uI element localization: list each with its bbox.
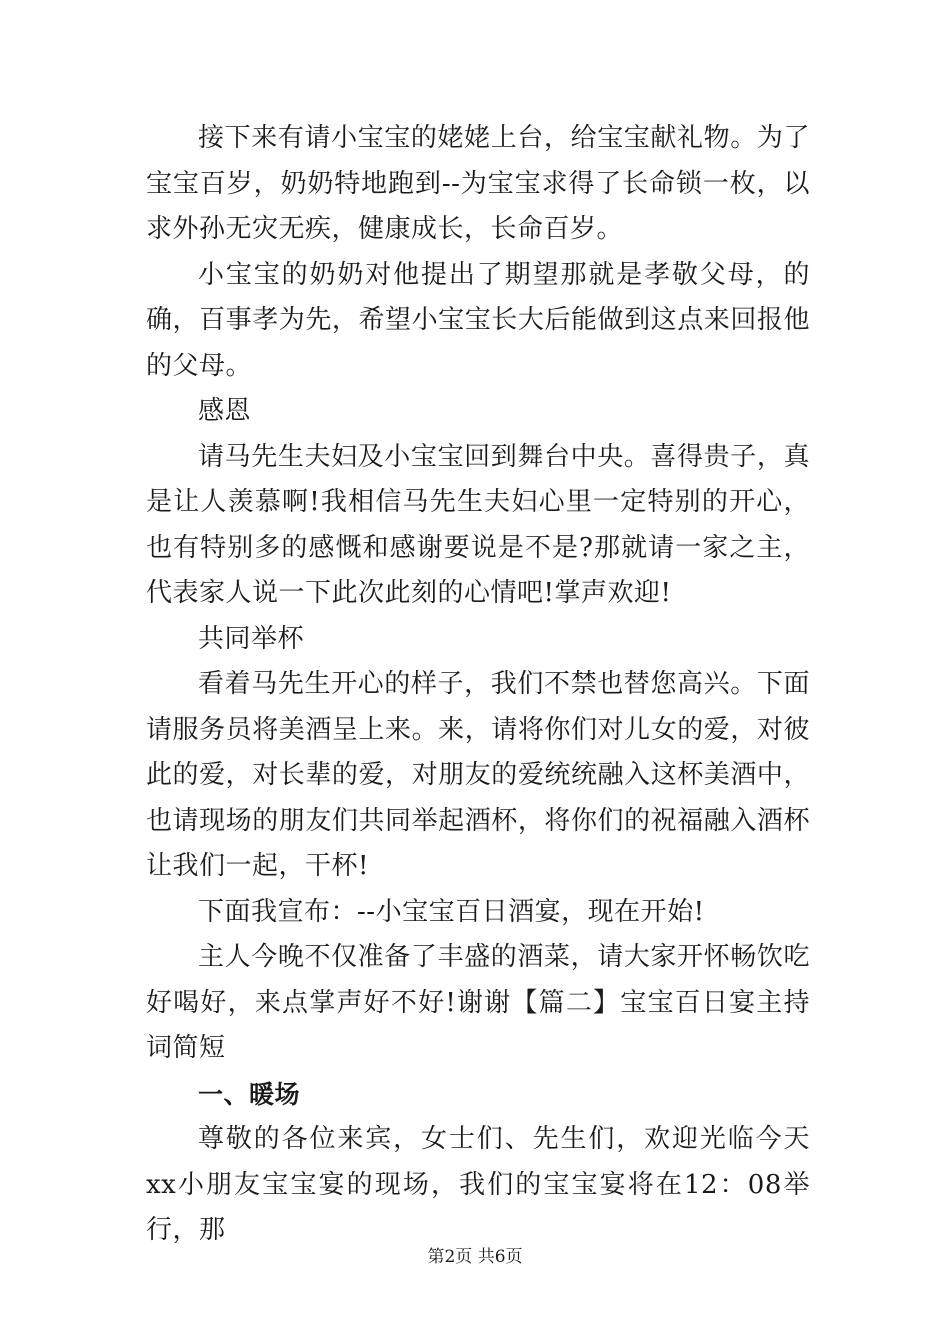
paragraph-grandma-wish: 小宝宝的奶奶对他提出了期望那就是孝敬父母，的确，百事孝为先，希望小宝宝长大后能做到这点来回报他的父母。 bbox=[146, 259, 810, 381]
section-title-gratitude: 感恩 bbox=[198, 396, 252, 426]
paragraph-welcome: 尊敬的各位来宾，女士们、先生们，欢迎光临今天xx小朋友宝宝宴的现场，我们的宝宝宴将在12：08举行，那 bbox=[146, 1124, 810, 1245]
paragraph-toast: 看着马先生开心的样子，我们不禁也替您高兴。下面请服务员将美酒呈上来。来，请将你们对儿女的爱，对彼此的爱，对长辈的爱，对朋友的爱统统融入这杯美酒中，也请现场的朋友们共同举起酒杯，将你们的祝福融入酒杯让我们一起，干杯! bbox=[146, 669, 810, 881]
document-body bbox=[146, 116, 810, 1254]
heading-warmup: 一、暖场 bbox=[198, 1079, 301, 1109]
paragraph-gift: 接下来有请小宝宝的姥姥上台，给宝宝献礼物。为了宝宝百岁，奶奶特地跑到--为宝宝求得了长命锁一枚，以求外孙无灾无疾，健康成长，长命百岁。 bbox=[146, 123, 810, 244]
page-footer: 第2页 共6页 bbox=[427, 1247, 523, 1267]
section-title-toast: 共同举杯 bbox=[198, 623, 305, 654]
paragraph-announce: 下面我宣布：--小宝宝百日酒宴，现在开始! bbox=[198, 896, 705, 927]
paragraph-host-thanks: 主人今晚不仅准备了丰盛的酒菜，请大家开怀畅饮吃好喝好，来点掌声好不好!谢谢【篇二】宝宝百日宴主持词简短 bbox=[146, 942, 810, 1063]
paragraph-stage-center: 请马先生夫妇及小宝宝回到舞台中央。喜得贵子，真是让人羡慕啊!我相信马先生夫妇心里一定特别的开心，也有特别多的感慨和感谢要说是不是?那就请一家之主，代表家人说一下此次此刻的心情吧!掌声欢迎! bbox=[146, 441, 810, 608]
